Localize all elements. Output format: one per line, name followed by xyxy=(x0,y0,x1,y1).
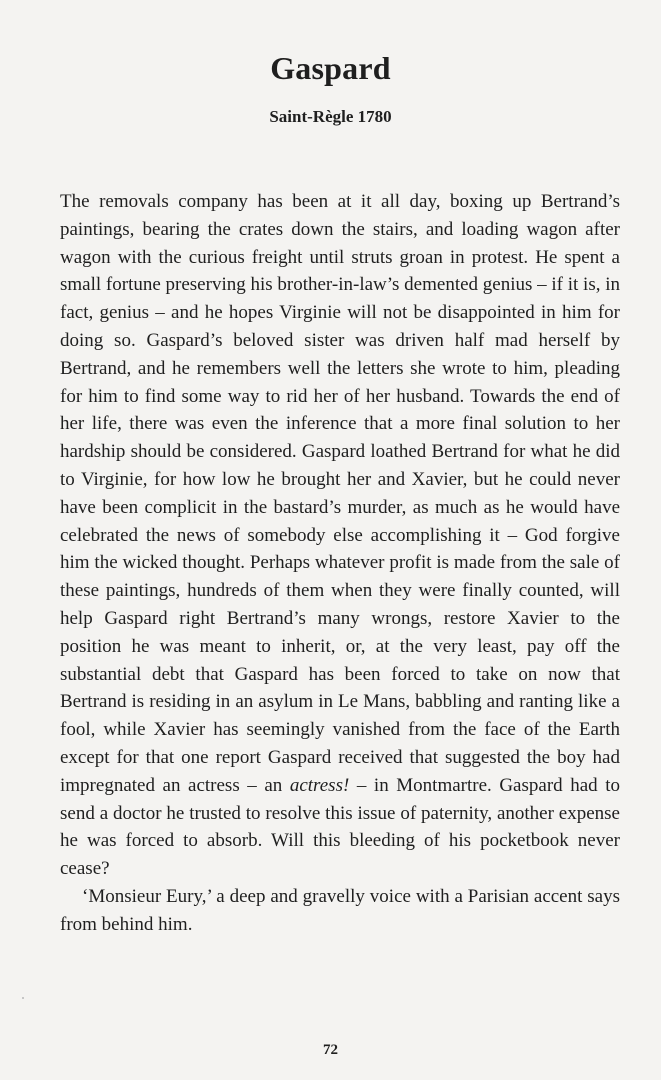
paragraph-1 xyxy=(60,188,620,883)
chapter-subtitle: Saint-Règle 1780 xyxy=(269,107,392,126)
chapter-body xyxy=(60,188,620,939)
scan-speck xyxy=(22,997,24,999)
page-number: 72 xyxy=(323,1042,338,1058)
paragraph-2: ‘Monsieur Eury,’ a deep and gravelly voice with a Parisian accent says from behind him. xyxy=(60,885,620,935)
paragraph-1-text-after: – in Montmartre. Gaspard had to send a doctor he trusted to resolve this issue of paternity, another expense he was forced to absorb. Will this bleeding of his pocketbook never cease? xyxy=(60,774,620,880)
paragraph-1-text-before: The removals company has been at it all day, boxing up Bertrand’s paintings, bearing the crates down the stairs, and loading wagon after wagon with the curious freight until struts groan in protest. He spent a small fortune preserving his brother-in-law’s demented genius – if it is, in fact, genius – and he hopes Virginie will not be disappointed in him for doing so. Gaspard’s beloved sister was driven half mad herself by Bertrand, and he remembers well the letters she wrote to him, pleading for him to find some way to rid her of her husband. Towards the end of her life, there was even the inference that a more final solution to her hardship should be considered. Gaspard loathed Bertrand for what he did to Virginie, for how low he brought her and Xavier, but he could never have been complicit in the bastard’s murder, as much as he would have celebrated the news of somebody else accomplishing it – God forgive him the wicked thought. Perhaps whatever profit is made from the sale of these paintings, hundreds of them when they were finally counted, will help Gaspard right Bertrand’s many wrongs, restore Xavier to the position he was meant to inherit, or, at the very least, pay off the substantial debt that Gaspard has been forced to take on now that Bertrand is residing in an asylum in Le Mans, babbling and ranting like a fool, while Xavier has seemingly vanished from the face of the Earth except for that one report Gaspard received that suggested the boy had impregnated an actress – an xyxy=(60,191,620,796)
chapter-title: Gaspard xyxy=(270,50,391,86)
paragraph-1-emphasis: actress! xyxy=(289,774,350,796)
